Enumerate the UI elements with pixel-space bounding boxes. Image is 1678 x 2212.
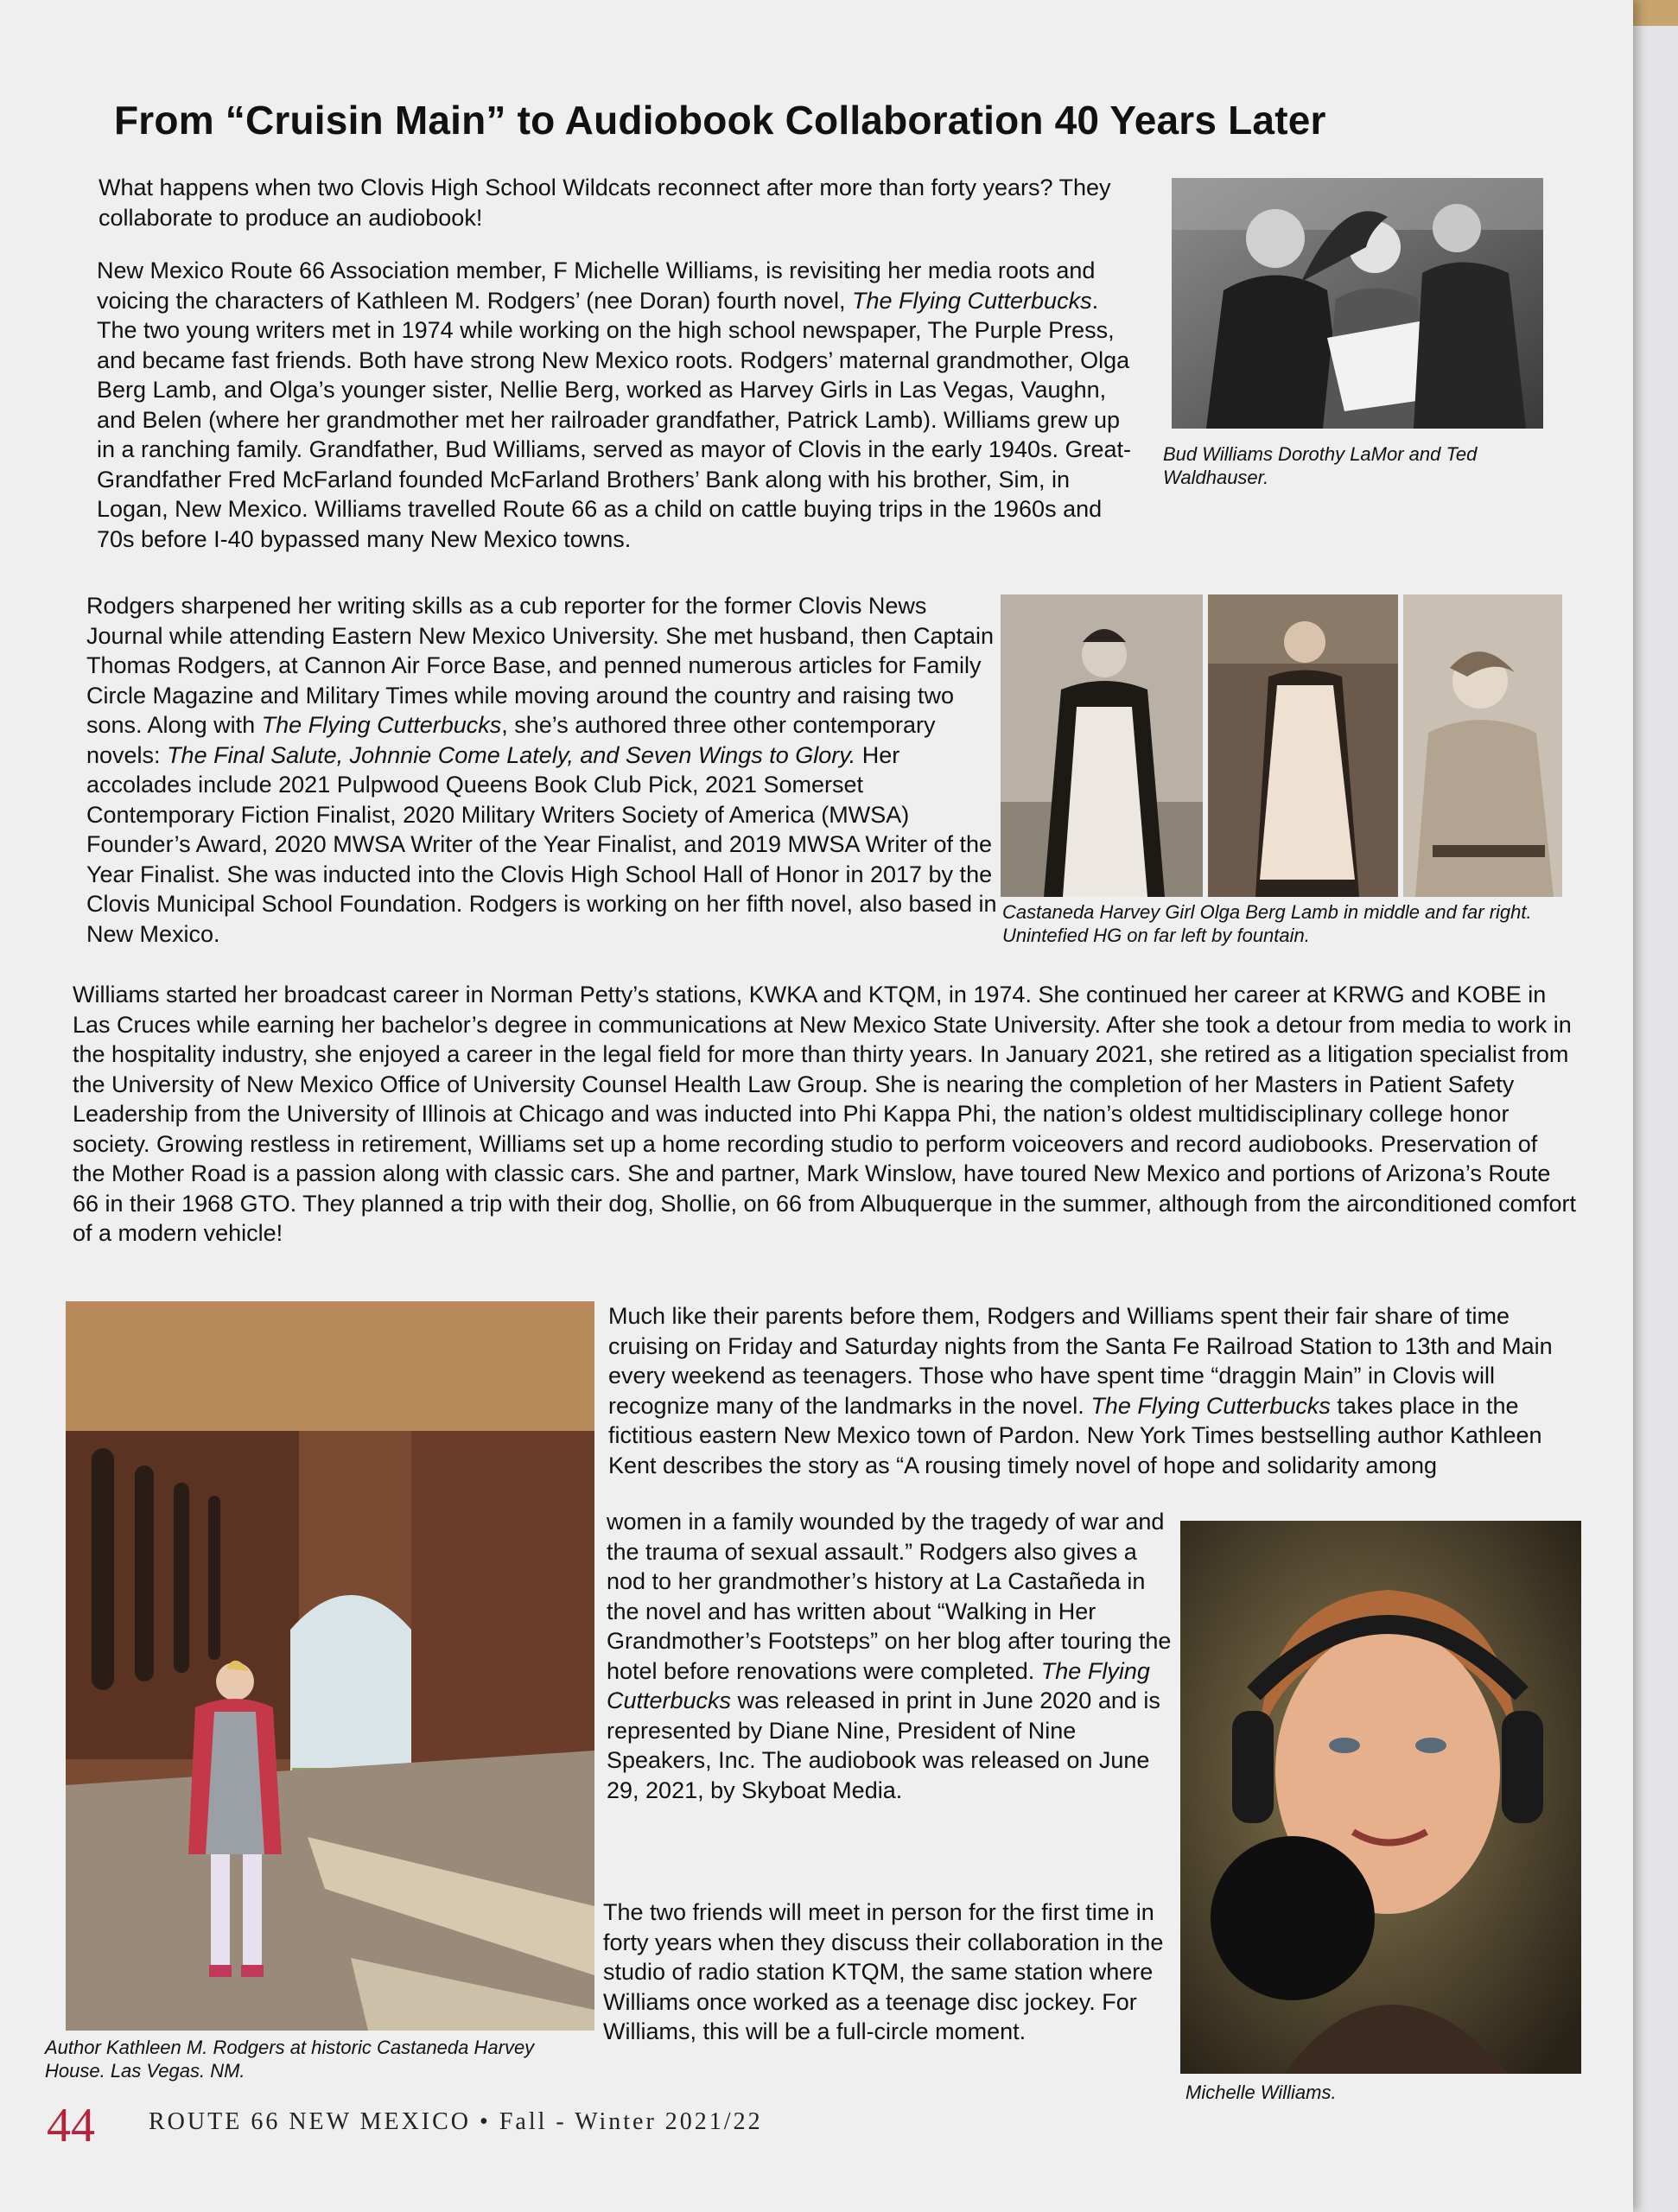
photo-michelle-williams bbox=[1180, 1521, 1581, 2074]
photo4-caption: Michelle Williams. bbox=[1185, 2082, 1337, 2103]
harvey-girls-image bbox=[1001, 594, 1562, 897]
paragraph-1: New Mexico Route 66 Association member, F Michelle Williams, is revisiting her media roots and voicing the characters of Kathleen M. Rodgers’ (nee Doran) fourth novel, The Flying Cutterbucks. The two young writers met in 1974 while working on the high school newspaper, The Purple Press, and became fast friends. Both have strong New Mexico roots. Rodgers’ maternal grandmother, Olga Berg Lamb, and Olga’s younger sister, Nellie Berg, worked as Harvey Girls in Las Vegas, Vaughn, and Belen (where her grandmother met her railroader grandfather, Patrick Lamb). Williams grew up in a ranching family. Grandfather, Bud Williams, served as mayor of Clovis in the early 1940s. Great-Grandfather Fred McFarland founded McFarland Brothers’ Bank along with his brother, Sim, in Logan, New Mexico. Williams travelled Route 66 as a child on cattle buying trips in the 1960s and 70s before I-40 bypassed many New Mexico towns. bbox=[97, 257, 1132, 552]
paragraph-5: The two friends will meet in person for the first time in forty years when they discuss their collaboration in the studio of radio station KTQM, the same station where Williams once worked as a teenage disc jockey. For Williams, this will be a full-circle moment. bbox=[603, 1899, 1164, 2044]
photo2-caption: Castaneda Harvey Girl Olga Berg Lamb in middle and far right. Unintefied HG on far left by fountain. bbox=[1002, 901, 1532, 946]
photo-kathleen-rodgers bbox=[66, 1301, 594, 2031]
paragraph-4-top: Much like their parents before them, Rodgers and Williams spent their fair share of time cruising on Friday and Saturday nights from the Santa Fe Railroad Station to 13th and Main every weekend as teenagers. Those who have spent time “draggin Main” in Clovis will recognize many of the landmarks in the novel. The Flying Cutterbucks takes place in the fictitious eastern New Mexico town of Pardon. New York Times bestselling author Kathleen Kent describes the story as “A rousing timely novel of hope and solidarity among bbox=[608, 1303, 1553, 1478]
page-number: 44 bbox=[47, 2099, 95, 2152]
intro-paragraph: What happens when two Clovis High School Wildcats reconnect after more than forty years? They collaborate to produce an audiobook! bbox=[99, 175, 1111, 231]
paragraph-3: Williams started her broadcast career in Norman Petty’s stations, KWKA and KTQM, in 1974. She continued her career at KRWG and KOBE in Las Cruces while earning her bachelor’s degree in communications at New Mexico State University. After she took a detour from media to work in the hospitality industry, she enjoyed a career in the legal field for more than thirty years. In January 2021, she retired as a litigation specialist from the University of New Mexico Office of University Counsel Health Law Group. She is nearing the completion of her Masters in Patient Safety Leadership from the University of Illinois at Chicago and was inducted into Phi Kappa Phi, the nation’s oldest multidisciplinary college honor society. Growing restless in retirement, Williams set up a home recording studio to perform voiceovers and record audiobooks. Preservation of the Mother Road is a passion along with classic cars. She and partner, Mark Winslow, have toured New Mexico and portions of Arizona’s Route 66 in their 1968 GTO. They planned a trip with their dog, Shollie, on 66 from Albuquerque in the summer, although from the airconditioned comfort of a modern vehicle! bbox=[73, 982, 1577, 1246]
magazine-issue: ROUTE 66 NEW MEXICO • Fall - Winter 2021/22 bbox=[149, 2108, 763, 2135]
book-title: The Flying Cutterbucks bbox=[607, 1657, 1150, 1713]
photo1-caption: Bud Williams Dorothy LaMor and Ted Waldhauser. bbox=[1163, 443, 1478, 488]
page-footer bbox=[47, 2098, 997, 2150]
photo3-caption: Author Kathleen M. Rodgers at historic Castaneda Harvey House. Las Vegas. NM. bbox=[45, 2037, 535, 2082]
paragraph-4-bottom: women in a family wounded by the tragedy of war and the trauma of sexual assault.” Rodgers also gives a nod to her grandmother’s history at La Castañeda in the novel and has written about “Walking in Her Grandmother’s Footsteps” on her blog after touring the hotel before renovations were completed. The Flying Cutterbucks was released in print in June 2020 and is represented by Diane Nine, President of Nine Speakers, Inc. The audiobook was released on June 29, 2021, by Skyboat Media. bbox=[607, 1509, 1172, 1803]
photo-harvey-girls bbox=[1001, 594, 1562, 897]
article-title: From “Cruisin Main” to Audiobook Collaboration 40 Years Later bbox=[114, 98, 1326, 143]
book-title: The Flying Cutterbucks bbox=[851, 287, 1092, 314]
book-list: The Final Salute, Johnnie Come Lately, and Seven Wings to Glory. bbox=[167, 741, 856, 768]
castaneda-arcade-image bbox=[66, 1301, 594, 2031]
vintage-trio-image bbox=[1172, 178, 1543, 429]
book-title: The Flying Cutterbucks bbox=[261, 712, 502, 738]
paragraph-2: Rodgers sharpened her writing skills as a cub reporter for the former Clovis News Journal while attending Eastern New Mexico University. She met husband, then Captain Thomas Rodgers, at Cannon Air Force Base, and penned numerous articles for Family Circle Magazine and Military Times while moving around the country and raising two sons. Along with The Flying Cutterbucks, she’s authored three other contemporary novels: The Final Salute, Johnnie Come Lately, and Seven Wings to Glory. Her accolades include 2021 Pulpwood Queens Book Club Pick, 2021 Somerset Contemporary Fiction Finalist, 2020 Military Writers Society of America (MWSA) Founder’s Award, 2020 MWSA Writer of the Year Finalist, and 2019 MWSA Writer of the Year Finalist. She was inducted into the Clovis High School Hall of Honor in 2017 by the Clovis Municipal School Foundation. Rodgers is working on her fifth novel, also based in New Mexico. bbox=[86, 593, 997, 947]
book-title: The Flying Cutterbucks bbox=[1090, 1392, 1331, 1419]
michelle-headphones-image bbox=[1180, 1521, 1581, 2074]
photo-bud-williams-trio bbox=[1172, 178, 1543, 429]
